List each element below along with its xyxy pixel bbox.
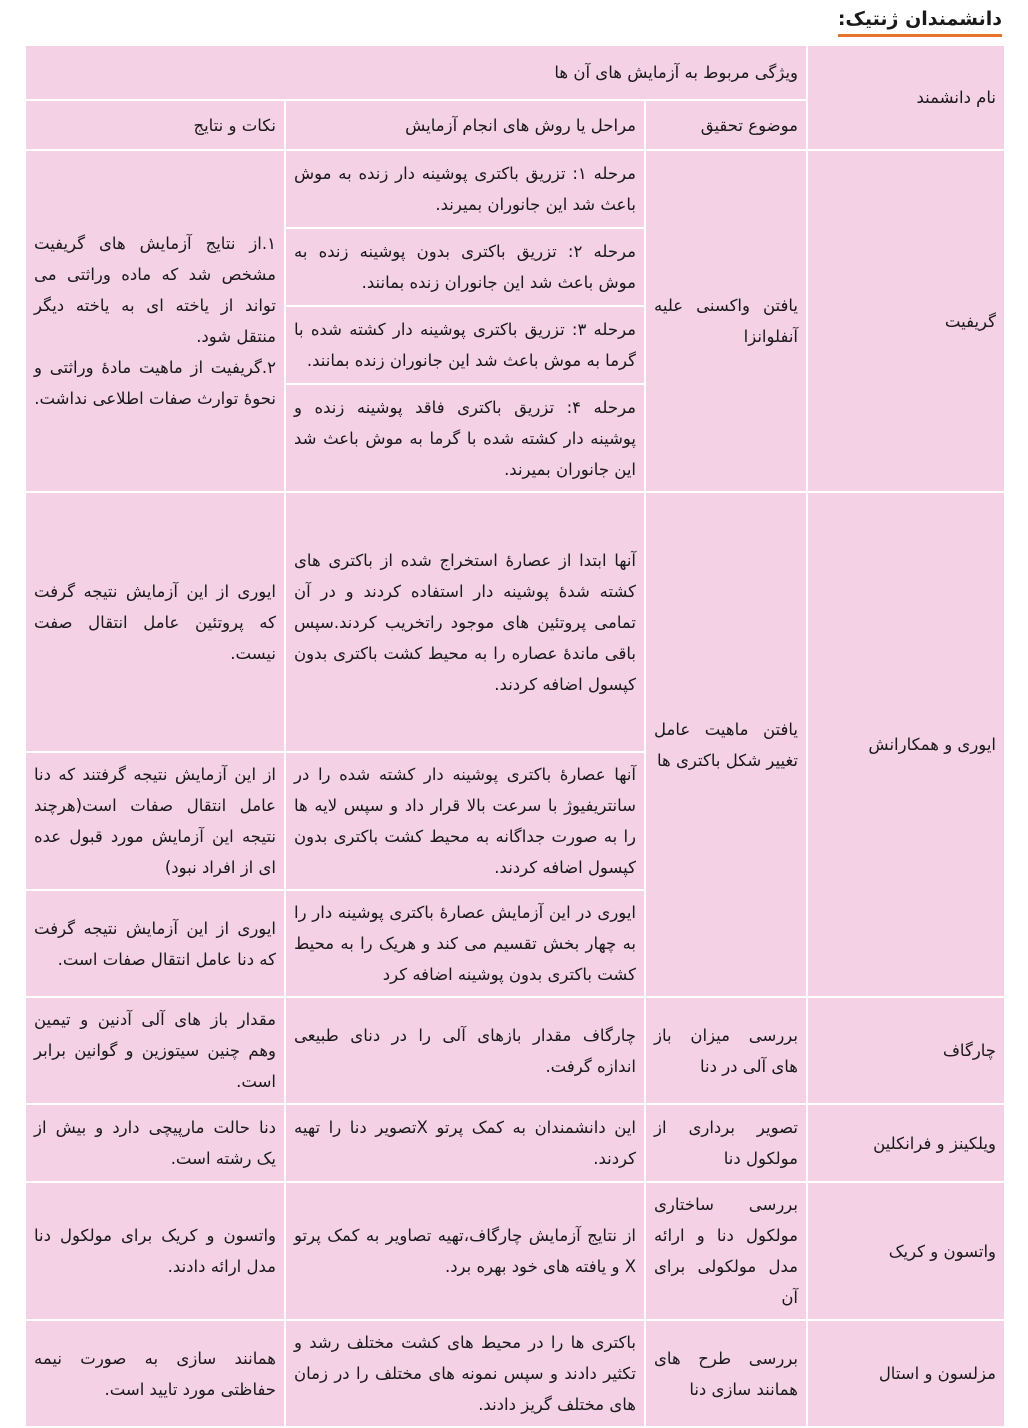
method-cell: باکتری ها را در محیط های کشت مختلف رشد و تکثیر دادند و سپس نمونه های مختلف را در زمان های مختلف گریز دادند. bbox=[285, 1320, 645, 1427]
result-cell: از این آزمایش نتیجه گرفتند که دنا عامل انتقال صفات است(هرچند نتیجه این آزمایش مورد قبول عده ای از افراد نبود) bbox=[25, 752, 285, 890]
method-cell: چارگاف مقدار بازهای آلی را در دنای طبیعی اندازه گرفت. bbox=[285, 997, 645, 1104]
result-point: ۱.از نتایج آزمایش های گریفیت مشخص شد که ماده وراثتی می تواند از یاخته ای به یاخته دیگر منتقل شود. bbox=[34, 234, 277, 346]
results-cell bbox=[25, 150, 285, 492]
method-step: مرحله ۲: تزریق باکتری بدون پوشینه زنده به موش باعث شد این جانوران زنده بمانند. bbox=[285, 228, 645, 306]
header-features: ویژگی مربوط به آزمایش های آن ها bbox=[25, 45, 807, 100]
method-cell: ایوری در این آزمایش عصارۀ باکتری پوشینه دار را به چهار بخش تقسیم می کند و هریک را به محیط کشت باکتری بدون پوشینه اضافه کرد bbox=[285, 890, 645, 997]
method-cell: از نتایج آزمایش چارگاف،تهیه تصاویر به کمک پرتو X و یافته های خود بهره برد. bbox=[285, 1182, 645, 1320]
table-row bbox=[25, 1104, 1005, 1182]
result-cell: همانند سازی به صورت نیمه حفاظتی مورد تایید است. bbox=[25, 1320, 285, 1427]
result-cell: ایوری از این آزمایش نتیجه گرفت که دنا عامل انتقال صفات است. bbox=[25, 890, 285, 997]
method-cell: آنها ابتدا از عصارۀ استخراج شده از باکتری های کشته شدۀ پوشینه دار استفاده کردند و در آن تمامی پروتئین های موجود راتخریب کردند.سپس باقی ماندۀ عصاره را به محیط کشت باکتری بدون کپسول اضافه کردند. bbox=[285, 492, 645, 752]
result-point: ۲.گریفیت از ماهیت مادۀ وراثتی و نحوۀ توارث صفات اطلاعی نداشت. bbox=[34, 358, 277, 408]
table-row bbox=[25, 1182, 1005, 1320]
research-topic: بررسی طرح های همانند سازی دنا bbox=[645, 1320, 807, 1427]
scientist-name: گریفیت bbox=[807, 150, 1005, 492]
scientist-name: ویلکینز و فرانکلین bbox=[807, 1104, 1005, 1182]
header-scientist: نام دانشمند bbox=[807, 45, 1005, 150]
header-topic: موضوع تحقیق bbox=[645, 100, 807, 150]
result-cell: دنا حالت مارپیچی دارد و بیش از یک رشته است. bbox=[25, 1104, 285, 1182]
scientist-name: واتسون و کریک bbox=[807, 1182, 1005, 1320]
result-cell: ایوری از این آزمایش نتیجه گرفت که پروتئین عامل انتقال صفت نیست. bbox=[25, 492, 285, 752]
research-topic: بررسی میزان باز های آلی در دنا bbox=[645, 997, 807, 1104]
table-row bbox=[25, 997, 1005, 1104]
header-results: نکات و نتایج bbox=[25, 100, 285, 150]
result-cell: مقدار باز های آلی آدنین و تیمین وهم چنین سیتوزین و گوانین برابر است. bbox=[25, 997, 285, 1104]
research-topic: یافتن ماهیت عامل تغییر شکل باکتری ها bbox=[645, 492, 807, 997]
scientist-name: ایوری و همکارانش bbox=[807, 492, 1005, 997]
method-step: مرحله ۳: تزریق باکتری پوشینه دار کشته شده با گرما به موش باعث شد این جانوران زنده بمانند. bbox=[285, 306, 645, 384]
method-cell: این دانشمندان به کمک پرتو Xتصویر دنا را تهیه کردند. bbox=[285, 1104, 645, 1182]
research-topic: تصویر برداری از مولکول دنا bbox=[645, 1104, 807, 1182]
header-row bbox=[25, 45, 1005, 100]
method-cell: آنها عصارۀ باکتری پوشینه دار کشته شده را در سانتریفیوژ با سرعت بالا قرار داد و سپس لایه ها را به صورت جداگانه به محیط کشت باکتری بدون کپسول اضافه کردند. bbox=[285, 752, 645, 890]
result-cell: واتسون و کریک برای مولکول دنا مدل ارائه دادند. bbox=[25, 1182, 285, 1320]
page-title: دانشمندان ژنتیک: bbox=[838, 8, 1002, 37]
header-method: مراحل یا روش های انجام آزمایش bbox=[285, 100, 645, 150]
method-step: مرحله ۴: تزریق باکتری فاقد پوشینه زنده و پوشینه دار کشته شده با گرما به موش باعث شد این جانوران بمیرند. bbox=[285, 384, 645, 492]
scientists-table bbox=[24, 44, 1006, 1428]
method-step: مرحله ۱: تزریق باکتری پوشینه دار زنده به موش باعث شد این جانوران بمیرند. bbox=[285, 150, 645, 228]
research-topic: یافتن واکسنی علیه آنفلوانزا bbox=[645, 150, 807, 492]
scientist-name: مزلسون و استال bbox=[807, 1320, 1005, 1427]
table-row bbox=[25, 150, 1005, 228]
table-row bbox=[25, 492, 1005, 752]
table-row bbox=[25, 1320, 1005, 1427]
scientist-name: چارگاف bbox=[807, 997, 1005, 1104]
research-topic: بررسی ساختاری مولکول دنا و ارائه مدل مولکولی برای آن bbox=[645, 1182, 807, 1320]
